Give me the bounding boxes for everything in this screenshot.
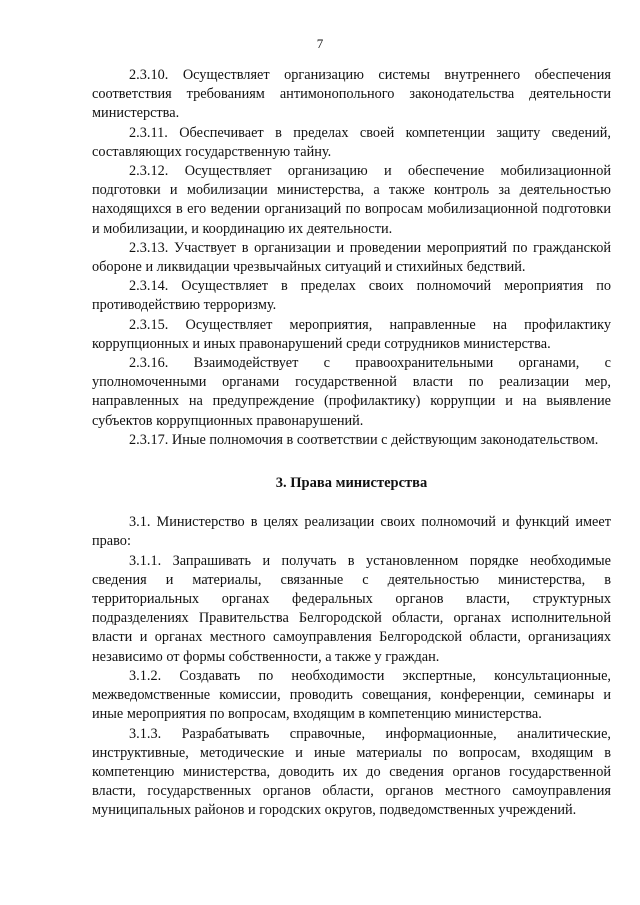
paragraph-number: 3.1.3. bbox=[129, 725, 162, 742]
paragraph-number: 3.1. bbox=[129, 514, 151, 531]
paragraph-number: 3.1.2. bbox=[129, 667, 162, 684]
paragraph-3-1-1 bbox=[92, 552, 611, 667]
paragraph-text: Разрабатывать справочные, информационные, аналитические, инструктивные, методические и иные материалы по вопросам, входящим в компетенцию министерства, доводить их до сведения органов государственной власти, государственных органов области, органов местного самоуправления муниципальных районов и городских округов, подведомственных учреждений. bbox=[92, 725, 611, 819]
paragraph-text: Осуществляет в пределах своих полномочий мероприятия по противодействию терроризму. bbox=[92, 278, 612, 314]
paragraph-number: 2.3.14. bbox=[129, 278, 169, 295]
paragraph-2-3-12 bbox=[92, 162, 611, 239]
paragraph-number: 2.3.10. bbox=[129, 67, 169, 83]
paragraph-number: 2.3.12. bbox=[129, 163, 169, 180]
paragraph-2-3-15 bbox=[92, 316, 611, 354]
section-heading: 3. Права министерства bbox=[275, 475, 428, 492]
paragraph-number: 2.3.15. bbox=[129, 316, 169, 333]
paragraph-text: Осуществляет организацию и обеспечение мобилизационной подготовки и мобилизации министерства, а также контроль за деятельностью находящихся в его ведении организаций по вопросам мобилизационной подготовки и мобилизации, и координацию их деятельности. bbox=[92, 163, 611, 237]
paragraph-3-1-2 bbox=[92, 667, 611, 725]
paragraph-text: Создавать по необходимости экспертные, консультационные, межведомственные комиссии, проводить совещания, конференции, семинары и иные мероприятия по вопросам, входящим в компетенцию министерства. bbox=[92, 667, 611, 723]
paragraph-2-3-10 bbox=[92, 66, 611, 124]
paragraph-text: Министерство в целях реализации своих полномочий и функций имеет право: bbox=[92, 514, 612, 550]
paragraph-text: Взаимодействует с правоохранительными органами, с уполномоченными органами государственной власти по реализации мер, направленных на предупреждение (профилактику) коррупции и на выявление субъектов коррупционных правонарушений. bbox=[92, 355, 612, 429]
paragraph-text: Обеспечивает в пределах своей компетенции защиту сведений, составляющих государственную тайну. bbox=[92, 124, 611, 160]
paragraph-2-3-13 bbox=[92, 239, 611, 277]
paragraph-2-3-14 bbox=[92, 277, 611, 315]
page-number: 7 bbox=[316, 36, 324, 51]
paragraph-3-1 bbox=[92, 513, 611, 551]
paragraph-text: Участвует в организации и проведении мероприятий по гражданской обороне и ликвидации чрезвычайных ситуаций и стихийных бедствий. bbox=[92, 239, 612, 276]
paragraph-2-3-11 bbox=[92, 124, 611, 162]
paragraph-text: Осуществляет мероприятия, направленные на профилактику коррупционных и иных правонарушений среди сотрудников министерства. bbox=[92, 316, 612, 352]
paragraph-text: Осуществляет организацию системы внутреннего обеспечения соответствия требованиям антимонопольного законодательства деятельности министерства. bbox=[92, 67, 612, 122]
paragraph-3-1-3 bbox=[92, 725, 611, 821]
paragraph-number: 2.3.17. bbox=[129, 431, 169, 448]
paragraph-number: 2.3.13. bbox=[129, 239, 169, 256]
paragraph-text: Иные полномочия в соответствии с действующим законодательством. bbox=[171, 431, 599, 448]
paragraph-number: 2.3.11. bbox=[129, 124, 168, 141]
paragraph-2-3-17 bbox=[92, 431, 611, 450]
paragraph-number: 3.1.1. bbox=[129, 552, 162, 569]
paragraph-number: 2.3.16. bbox=[129, 355, 169, 372]
paragraph-text: Запрашивать и получать в установленном порядке необходимые сведения и материалы, связанные с деятельностью министерства, в территориальных органах федеральных органов власти, структурных подразделениях Правительства Белгородской области, органах исполнительной власти и органах местного самоуправления Белгородской области, организациях независимо от формы собственности, а также у граждан. bbox=[92, 552, 612, 665]
document-body bbox=[92, 66, 611, 821]
paragraph-2-3-16 bbox=[92, 354, 611, 431]
